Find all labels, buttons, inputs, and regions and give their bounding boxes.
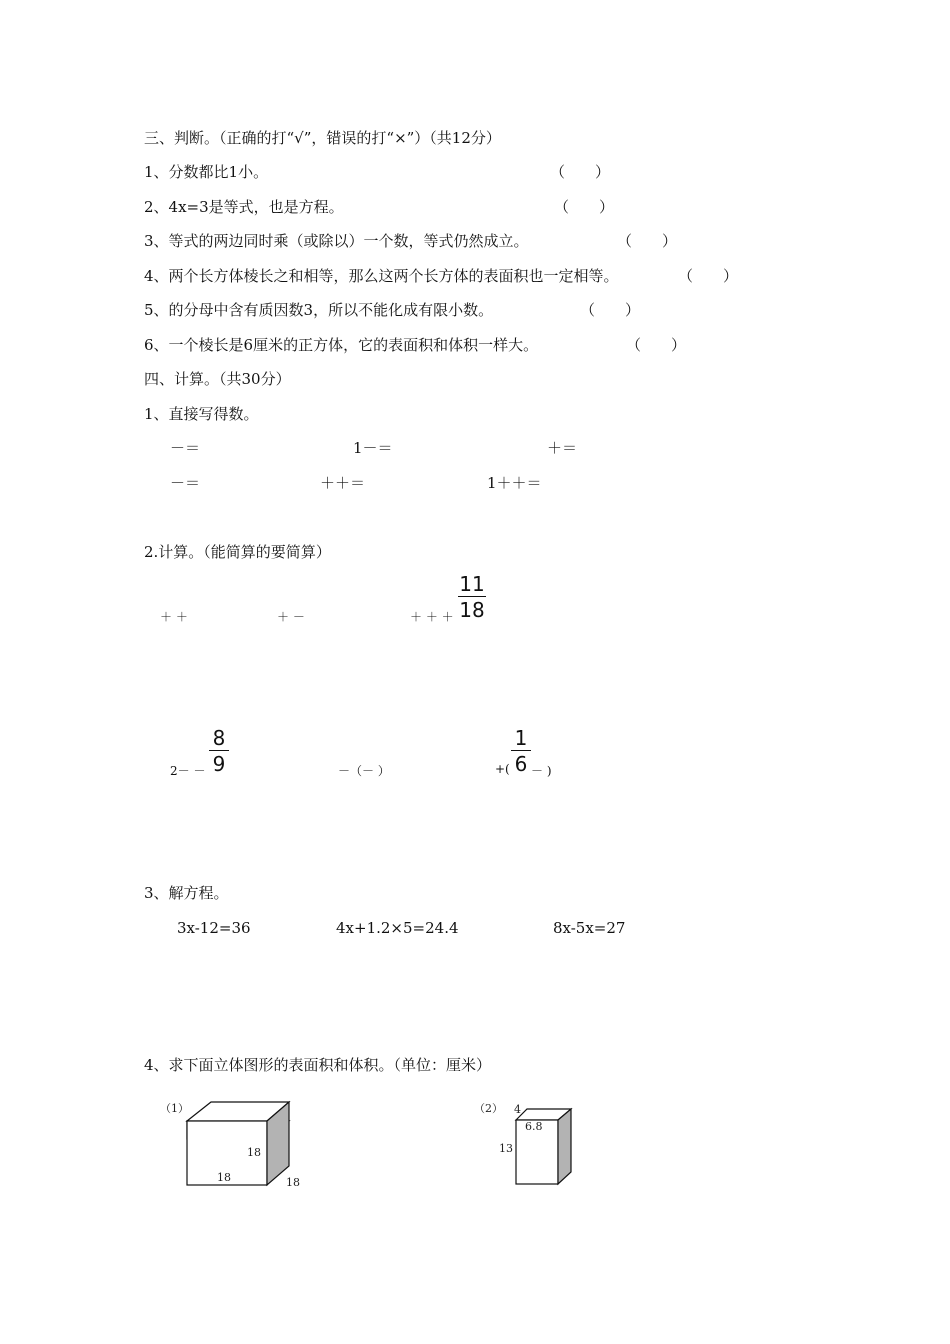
fraction-denominator: 18 bbox=[459, 598, 485, 622]
cube-length-label: 18 bbox=[217, 1171, 231, 1184]
fraction-numerator: 11 bbox=[459, 572, 485, 596]
fraction-bar bbox=[511, 750, 531, 751]
judge-item-3: 3、等式的两边同时乘（或除以）一个数，等式仍然成立。 bbox=[144, 232, 529, 250]
answer-paren-5[interactable]: （ ） bbox=[580, 301, 641, 319]
answer-paren-1[interactable]: （ ） bbox=[550, 163, 611, 181]
cube-figure bbox=[150, 1092, 320, 1202]
q2-r2-expr2: －（－ ） bbox=[338, 764, 390, 778]
fraction-bar bbox=[209, 750, 229, 751]
q1-title: 1、直接写得数。 bbox=[144, 405, 259, 423]
q2-r1-expr2: ＋ － bbox=[277, 610, 305, 624]
judge-item-4: 4、两个长方体棱长之和相等，那么这两个长方体的表面积也一定相等。 bbox=[144, 267, 619, 285]
judge-item-5: 5、的分母中含有质因数3，所以不能化成有限小数。 bbox=[144, 301, 494, 319]
q1-r1-c3: ＋＝ bbox=[547, 439, 578, 457]
equation-2: 4x+1.2×5=24.4 bbox=[336, 919, 459, 937]
figure-2-label: （2） bbox=[474, 1102, 503, 1115]
cuboid-length-label: 6.8 bbox=[525, 1120, 543, 1133]
fraction-numerator: 1 bbox=[514, 726, 528, 750]
cuboid-side-face bbox=[558, 1109, 571, 1184]
answer-paren-6[interactable]: （ ） bbox=[626, 336, 687, 354]
equation-1: 3x-12=36 bbox=[177, 919, 251, 937]
q1-r2-c2: ＋＋＝ bbox=[320, 474, 366, 492]
cuboid-height-label: 13 bbox=[499, 1142, 513, 1155]
q2-r2-expr1: 2－ － bbox=[170, 764, 206, 778]
q1-r1-c1: －＝ bbox=[170, 439, 201, 457]
cube-width-label: 18 bbox=[286, 1176, 300, 1189]
q2-r2-expr3-open: +( bbox=[495, 762, 510, 776]
q2-r2-expr3-close: － ) bbox=[531, 764, 552, 778]
cuboid-figure bbox=[470, 1092, 590, 1192]
answer-paren-3[interactable]: （ ） bbox=[617, 232, 678, 250]
judge-item-6: 6、一个棱长是6厘米的正方体，它的表面积和体积一样大。 bbox=[144, 336, 539, 354]
fraction-11-18 bbox=[458, 573, 486, 621]
equation-3: 8x-5x=27 bbox=[553, 919, 626, 937]
cube-height-label: 18 bbox=[247, 1146, 261, 1159]
q2-r1-expr3: ＋ ＋ ＋ bbox=[410, 610, 454, 624]
section4-title: 四、计算。（共30分） bbox=[144, 370, 291, 388]
fraction-denominator: 9 bbox=[212, 752, 226, 776]
q1-r2-c3: 1＋＋＝ bbox=[487, 474, 542, 492]
q4-title: 4、求下面立体图形的表面积和体积。（单位：厘米） bbox=[144, 1056, 492, 1074]
figure-1-label: （1） bbox=[160, 1102, 189, 1115]
q2-title: 2.计算。（能简算的要简算） bbox=[144, 543, 331, 561]
q1-r1-c2: 1－＝ bbox=[353, 439, 393, 457]
judge-item-1: 1、分数都比1小。 bbox=[144, 163, 269, 181]
fraction-bar bbox=[458, 596, 486, 597]
fraction-8-9 bbox=[209, 727, 229, 775]
fraction-numerator: 8 bbox=[212, 726, 226, 750]
judge-item-2: 2、4x=3是等式，也是方程。 bbox=[144, 198, 344, 216]
q1-r2-c1: －＝ bbox=[170, 474, 201, 492]
fraction-1-6 bbox=[511, 727, 531, 775]
fraction-denominator: 6 bbox=[514, 752, 528, 776]
section3-title: 三、判断。（正确的打“√”，错误的打“×”）（共12分） bbox=[144, 129, 501, 147]
q3-title: 3、解方程。 bbox=[144, 884, 229, 902]
cuboid-width-label: 4 bbox=[514, 1103, 521, 1116]
answer-paren-4[interactable]: （ ） bbox=[678, 267, 739, 285]
answer-paren-2[interactable]: （ ） bbox=[554, 198, 615, 216]
q2-r1-expr1: ＋ ＋ bbox=[160, 610, 188, 624]
